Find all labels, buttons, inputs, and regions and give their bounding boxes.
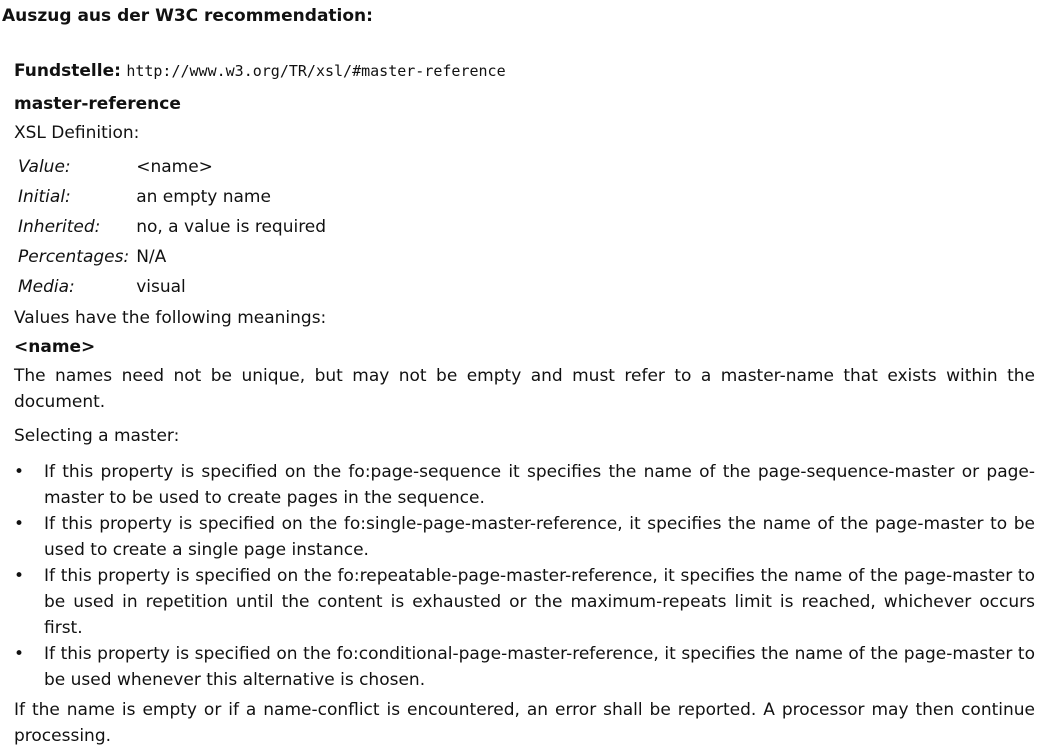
selecting-label: Selecting a master:	[14, 426, 180, 446]
source-url[interactable]: http://www.w3.org/TR/xsl/#master-reference	[126, 62, 506, 80]
xsl-definition-label: XSL Definition:	[14, 123, 140, 143]
list-item	[14, 641, 1035, 693]
master-selection-list	[14, 459, 1035, 693]
bullet-icon: •	[14, 644, 25, 664]
row-key: Media:	[18, 277, 75, 297]
value-term: <name>	[14, 337, 96, 357]
source-line	[14, 58, 1035, 84]
table-row	[14, 242, 330, 272]
row-key: Inherited:	[18, 217, 101, 237]
row-key: Initial:	[18, 187, 71, 207]
table-row	[14, 272, 330, 302]
property-definition-table	[14, 152, 330, 302]
row-value: visual	[136, 277, 186, 297]
value-description: The names need not be unique, but may not be empty and must refer to a master-name that exists within the document.	[14, 366, 1035, 412]
list-item-text: If this property is specified on the fo:single-page-master-reference, it specifies the name of the page-master to be used to create a single page instance.	[44, 514, 1035, 560]
list-item-text: If this property is specified on the fo:page-sequence it specifies the name of the page-sequence-master or page-master to be used to create pages in the sequence.	[44, 462, 1035, 508]
bullet-icon: •	[14, 462, 25, 482]
row-key: Value:	[18, 157, 71, 177]
row-value: N/A	[136, 247, 167, 267]
meanings-intro: Values have the following meanings:	[14, 308, 327, 328]
bullet-icon: •	[14, 566, 25, 586]
table-row	[14, 152, 330, 182]
list-item	[14, 511, 1035, 563]
list-item	[14, 563, 1035, 641]
row-value: no, a value is required	[136, 217, 327, 237]
recommendation-excerpt	[14, 58, 1035, 749]
error-handling-paragraph: If the name is empty or if a name-conflict is encountered, an error shall be reported. A processor may then continue processing.	[14, 700, 1035, 746]
page-heading: Auszug aus der W3C recommendation:	[2, 6, 373, 26]
source-label: Fundstelle:	[14, 61, 121, 81]
bullet-icon: •	[14, 514, 25, 534]
table-row	[14, 212, 330, 242]
row-value: an empty name	[136, 187, 271, 207]
list-item-text: If this property is specified on the fo:conditional-page-master-reference, it specifies the name of the page-master to be used whenever this alternative is chosen.	[44, 644, 1035, 690]
list-item	[14, 459, 1035, 511]
row-key: Percentages:	[18, 247, 130, 267]
list-item-text: If this property is specified on the fo:repeatable-page-master-reference, it specifies the name of the page-master to be used in repetition until the content is exhausted or the maximum-repeats limit is reached, whichever occurs first.	[44, 566, 1035, 638]
row-value: <name>	[136, 157, 213, 177]
table-row	[14, 182, 330, 212]
property-name: master-reference	[14, 94, 181, 114]
